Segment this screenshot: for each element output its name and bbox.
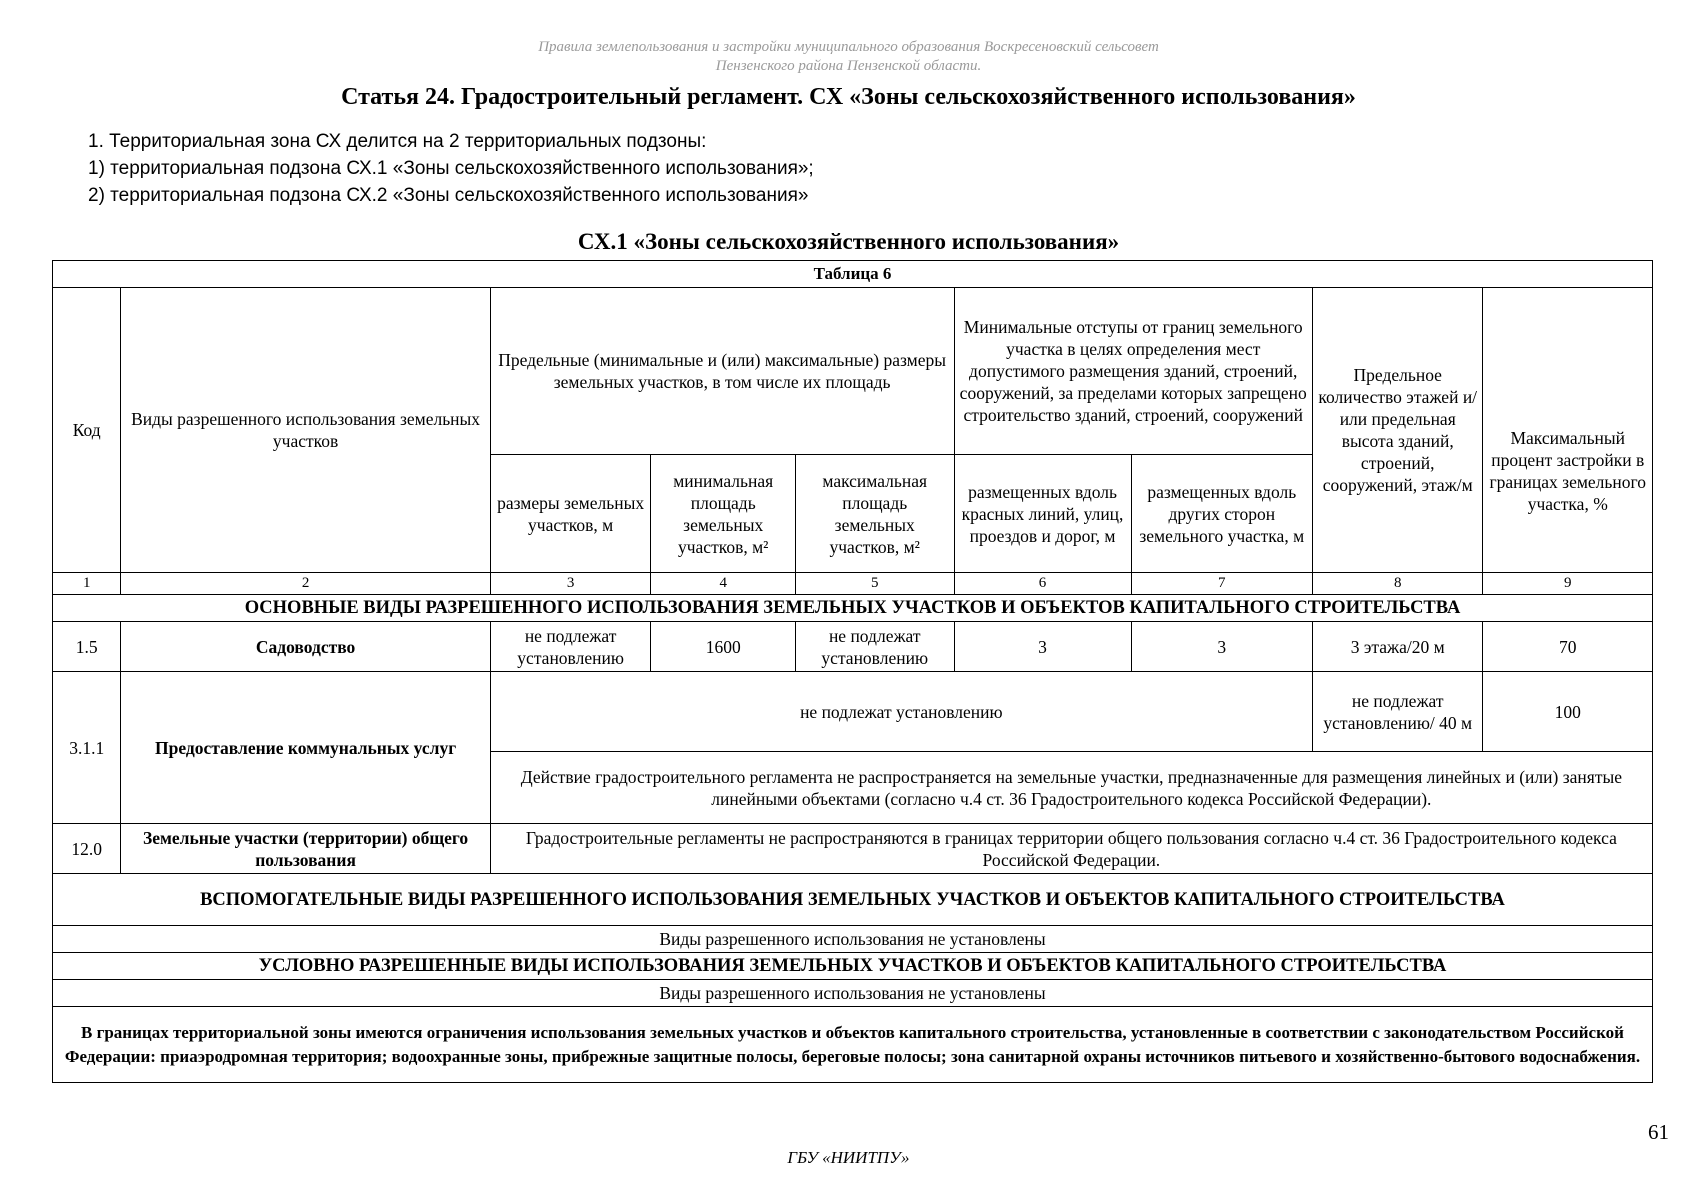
running-header: [0, 38, 1697, 76]
header-setbacks-group: Минимальные отступы от границ земельного участка в целях определения мест допустимого размещения зданий, строений, сооружений, за пределами которых запрещено строительство зданий, строений, сооружений: [954, 288, 1312, 455]
section-main-row: [53, 595, 1653, 622]
column-number: 7: [1131, 573, 1312, 595]
running-header-line-1: Правила землепользования и застройки муниципального образования Воскресеновский сельсовет: [538, 39, 1159, 55]
section-auxiliary-note: Виды разрешенного использования не установлены: [53, 926, 1653, 953]
section-conditional-note: Виды разрешенного использования не установлены: [53, 980, 1653, 1007]
max-area-cell: не подлежат установлению: [795, 622, 954, 672]
table-number: Таблица 6: [53, 261, 1653, 288]
column-number: 1: [53, 573, 121, 595]
limits-merged-cell: не подлежат установлению: [490, 672, 1312, 752]
column-number: 3: [490, 573, 651, 595]
coverage-cell: 100: [1483, 672, 1653, 752]
table-row-gardening: [53, 622, 1653, 672]
page-number: 61: [1648, 1120, 1669, 1144]
code-cell: 1.5: [53, 622, 121, 672]
header-other-sides: размещенных вдоль других сторон земельного участка, м: [1131, 455, 1312, 573]
section-auxiliary-row: [53, 874, 1653, 926]
column-numbers-row: [53, 573, 1653, 595]
section-auxiliary-note-row: [53, 926, 1653, 953]
use-name-cell: Садоводство: [121, 622, 490, 672]
column-number: 9: [1483, 573, 1653, 595]
intro-paragraph: [88, 128, 814, 209]
header-sizes: размеры земельных участков, м: [490, 455, 651, 573]
code-cell: 12.0: [53, 824, 121, 874]
use-name-cell: Земельные участки (территории) общего пользования: [121, 824, 490, 874]
other-sides-cell: 3: [1131, 622, 1312, 672]
column-number: 5: [795, 573, 954, 595]
section-conditional-note-row: [53, 980, 1653, 1007]
header-row-1: [53, 288, 1653, 455]
section-auxiliary-heading: ВСПОМОГАТЕЛЬНЫЕ ВИДЫ РАЗРЕШЕННОГО ИСПОЛЬЗОВАНИЯ ЗЕМЕЛЬНЫХ УЧАСТКОВ И ОБЪЕКТОВ КАПИТАЛЬНОГО СТРОИТЕЛЬСТВА: [53, 874, 1653, 926]
header-max-area: максимальная площадь земельных участков, м²: [795, 455, 954, 573]
public-note-cell: Градостроительные регламенты не распространяются в границах территории общего пользования согласно ч.4 ст. 36 Градостроительного кодекса Российской Федерации.: [490, 824, 1652, 874]
regulation-table: [52, 260, 1653, 1083]
coverage-cell: 70: [1483, 622, 1653, 672]
use-name-cell: Предоставление коммунальных услуг: [121, 672, 490, 824]
header-min-area: минимальная площадь земельных участков, м²: [651, 455, 795, 573]
intro-line-1: 1. Территориальная зона СХ делится на 2 территориальных подзоны:: [88, 131, 707, 152]
header-code: Код: [53, 288, 121, 573]
footnote-row: [53, 1007, 1653, 1083]
header-uses: Виды разрешенного использования земельных участков: [121, 288, 490, 573]
red-lines-cell: 3: [954, 622, 1131, 672]
column-number: 6: [954, 573, 1131, 595]
intro-line-3: 2) территориальная подзона СХ.2 «Зоны сельскохозяйственного использования»: [88, 185, 809, 206]
code-cell: 3.1.1: [53, 672, 121, 824]
article-title: Статья 24. Градостроительный регламент. СХ «Зоны сельскохозяйственного использования»: [341, 84, 1356, 110]
table-row-public: [53, 824, 1653, 874]
header-limits-group: Предельные (минимальные и (или) максимальные) размеры земельных участков, в том числе их площадь: [490, 288, 954, 455]
intro-line-2: 1) территориальная подзона СХ.1 «Зоны сельскохозяйственного использования»;: [88, 158, 814, 179]
column-number: 8: [1312, 573, 1483, 595]
header-floors: Предельное количество этажей и/или предельная высота зданий, строений, сооружений, этаж/м: [1312, 288, 1483, 573]
column-number: 4: [651, 573, 795, 595]
floors-cell: 3 этажа/20 м: [1312, 622, 1483, 672]
page-footer: ГБУ «НИИТПУ»: [787, 1148, 910, 1167]
restrictions-footnote: В границах территориальной зоны имеются ограничения использования земельных участков и объектов капитального строительства, установленные в соответствии с законодательством Российской Федерации: приаэродромная территория; водоохранные зоны, прибрежные защитные полосы, береговые полосы; зона санитарной охраны источников питьевого и хозяйственно-бытового водоснабжения.: [53, 1007, 1653, 1083]
header-red-lines: размещенных вдоль красных линий, улиц, проездов и дорог, м: [954, 455, 1131, 573]
floors-cell: не подлежат установлению/ 40 м: [1312, 672, 1483, 752]
header-coverage: Максимальный процент застройки в границах земельного участка, %: [1483, 288, 1653, 573]
sizes-cell: не подлежат установлению: [490, 622, 651, 672]
table-number-row: [53, 261, 1653, 288]
utilities-note-cell: Действие градостроительного регламента не распространяется на земельные участки, предназначенные для размещения линейных и (или) занятые линейными объектами (согласно ч.4 ст. 36 Градостроительного кодекса Российской Федерации).: [490, 752, 1652, 824]
section-main-heading: ОСНОВНЫЕ ВИДЫ РАЗРЕШЕННОГО ИСПОЛЬЗОВАНИЯ ЗЕМЕЛЬНЫХ УЧАСТКОВ И ОБЪЕКТОВ КАПИТАЛЬНОГО СТРОИТЕЛЬСТВА: [53, 595, 1653, 622]
column-number: 2: [121, 573, 490, 595]
section-conditional-heading: УСЛОВНО РАЗРЕШЕННЫЕ ВИДЫ ИСПОЛЬЗОВАНИЯ ЗЕМЕЛЬНЫХ УЧАСТКОВ И ОБЪЕКТОВ КАПИТАЛЬНОГО СТРОИТЕЛЬСТВА: [53, 953, 1653, 980]
section-conditional-row: [53, 953, 1653, 980]
min-area-cell: 1600: [651, 622, 795, 672]
table-title: СХ.1 «Зоны сельскохозяйственного использования»: [577, 229, 1120, 254]
table-row-utilities: [53, 672, 1653, 752]
running-header-line-2: Пензенского района Пензенской области.: [715, 58, 982, 74]
